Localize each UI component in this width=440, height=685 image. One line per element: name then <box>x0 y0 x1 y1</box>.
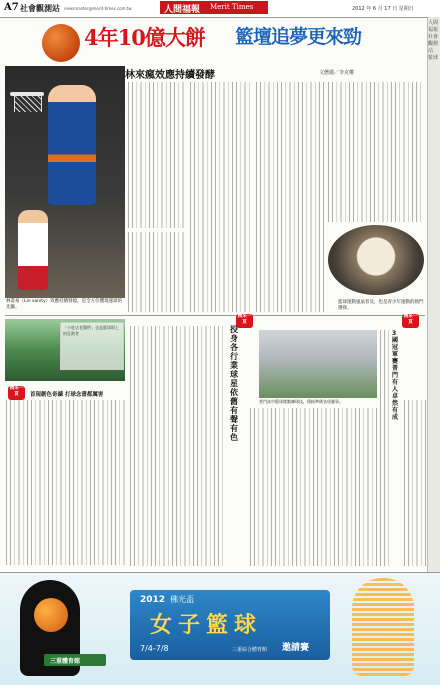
article-text-column <box>256 82 324 312</box>
basketball-icon <box>34 598 68 632</box>
center-side-headline: 投身各行業 球星依舊有聲有色 <box>230 325 238 442</box>
player-dunking <box>48 85 96 205</box>
player-defender <box>18 210 48 290</box>
banner-title: 女子籃球 <box>150 612 263 638</box>
article-text-column <box>380 330 390 566</box>
secondary-headline: 籃壇追夢更來勁 <box>235 26 362 48</box>
feature-tag-center: 精采一頁 <box>236 314 253 328</box>
player-silhouette-right <box>352 578 414 676</box>
center-photo <box>259 330 377 398</box>
article-subhead: 林來瘋效應持續發酵 <box>125 70 215 81</box>
basketball-icon <box>42 24 80 62</box>
contact-email: newsmaster@merit-times.com.tw <box>64 6 132 11</box>
section-title: 社會觀測站 <box>20 4 60 13</box>
right-side-headline: 3 國冠軍賽 普門有人卓然有成 <box>392 330 399 421</box>
section-divider <box>5 315 425 316</box>
article-text-column <box>250 408 378 566</box>
page-number: A7 <box>4 2 19 13</box>
article-text-column <box>190 82 252 312</box>
main-photo-caption: 林書豪（Lin sanity）效應持續發燒，是全方位體現運球的先驅。 <box>6 299 123 310</box>
article-text-column <box>130 326 226 566</box>
right-photo <box>328 225 424 295</box>
article-byline: 文懋麗／李克權 <box>319 70 355 76</box>
article-text-column <box>404 400 426 566</box>
banner-venue: 三重綜合體育館 <box>232 647 268 653</box>
right-margin-strip <box>427 17 440 587</box>
banner-organizer: 佛光盃 <box>170 595 194 604</box>
right-margin-text: 人間福報 社會觀測站 籃球 <box>428 20 439 61</box>
article-text-column <box>128 232 186 312</box>
left-side-headline: 首現韌色奇績 打球念書都厲害 <box>30 392 104 398</box>
banner-year: 2012 <box>140 595 166 605</box>
article-text-column <box>128 82 186 228</box>
main-headline: 4年10億大餅 <box>84 25 205 50</box>
brand-name-cn: 人間福報 <box>164 5 201 15</box>
center-photo-caption: 普門高中籃球隊勤練球技，積極準備各項賽事。 <box>259 399 343 404</box>
hoop-net <box>14 96 42 112</box>
banner-invitational: 邀請賽 <box>282 643 310 653</box>
brand-name-en: Merit Times <box>210 3 254 11</box>
article-text-column <box>328 82 424 222</box>
article-text-column <box>6 400 126 565</box>
feature-tag-right: 精采一頁 <box>402 314 419 328</box>
venue-logo-text: 三重體育館 <box>50 658 81 665</box>
banner-dates: 7/4-7/8 <box>140 644 169 653</box>
right-photo-caption: 籃球運動風氣普及，也是青少年運動的熱門選擇。 <box>338 300 424 311</box>
feature-tag-left: 精采一頁 <box>8 386 25 400</box>
issue-date: 2012 年 6 月 17 日 星期日 <box>352 6 414 12</box>
quote-box: 「小吃店老闆們」也是籃球場上的狂熱者 <box>60 322 124 370</box>
